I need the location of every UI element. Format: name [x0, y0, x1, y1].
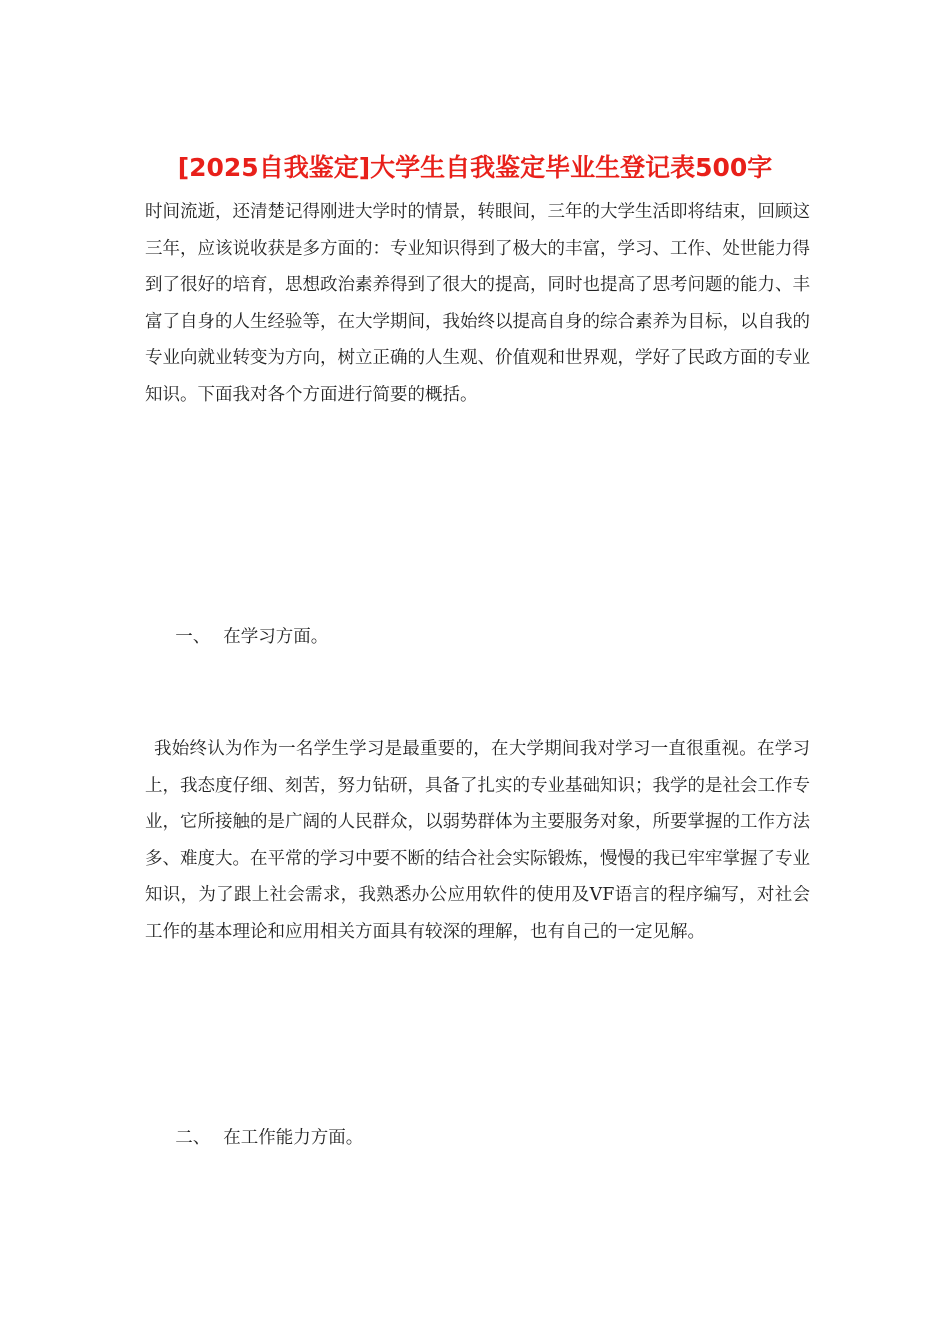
document-title: [2025自我鉴定]大学生自我鉴定毕业生登记表500字: [177, 153, 773, 182]
section-number: 一、: [175, 627, 211, 647]
section-heading-work: [153, 1093, 363, 1183]
section-heading-text: 在学习方面。: [223, 627, 329, 647]
study-paragraph: 我始终认为作为一名学生学习是最重要的，在大学期间我对学习一直很重视。在学习上，我态度仔细、刻苦，努力钻研，具备了扎实的专业基础知识；我学的是社会工作专业，它所接触的是广阔的人民群众，以弱势群体为主要服务对象，所要掌握的工作方法多、难度大。在平常的学习中要不断的结合社会实际锻炼，慢慢的我已牢牢掌握了专业知识，为了跟上社会需求，我熟悉办公应用软件的使用及VF语言的程序编写，对社会工作的基本理论和应用相关方面具有较深的理解，也有自己的一定见解。: [145, 739, 810, 942]
intro-paragraph: 时间流逝，还清楚记得刚进大学时的情景，转眼间，三年的大学生活即将结束，回顾这三年，应该说收获是多方面的：专业知识得到了极大的丰富，学习、工作、处世能力得到了很好的培育，思想政治素养得到了很大的提高，同时也提高了思考问题的能力、丰富了自身的人生经验等，在大学期间，我始终以提高自身的综合素养为目标，以自我的专业向就业转变为方向，树立正确的人生观、价值观和世界观，学好了民政方面的专业知识。下面我对各个方面进行简要的概括。: [145, 202, 810, 405]
section-heading-study: [153, 592, 328, 682]
section-heading-text: 在工作能力方面。: [223, 1128, 364, 1148]
section-number: 二、: [175, 1128, 211, 1148]
